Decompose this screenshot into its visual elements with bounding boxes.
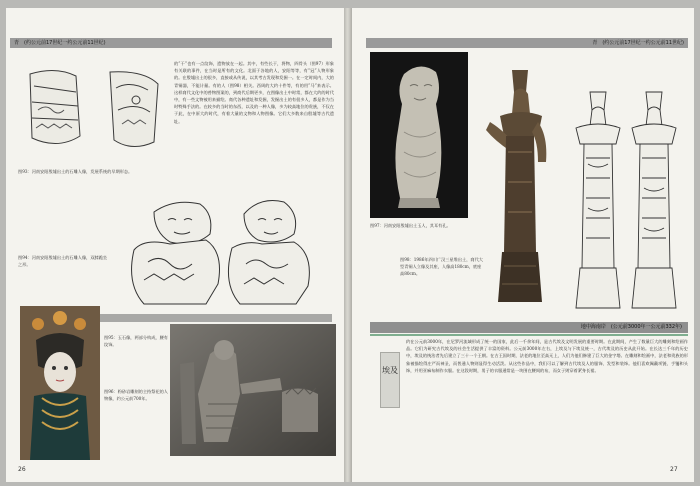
figure-94-sketch	[114, 192, 326, 312]
figure-94-caption: 图94：河南安阳殷墟出土的石雕人像，双膝跪坐之形。	[18, 255, 108, 267]
figure-93-caption: 图93：河南安阳殷墟出土的石雕人像，发展系统的早期形态。	[18, 169, 133, 174]
figure-97-photo	[370, 52, 468, 218]
figure-96-caption: 图96：粉砂岩雕刻的主持祭祀的人物像，约公元前700年。	[104, 389, 168, 401]
right-page-header: 青 (约公元前17世纪一约公元前11世纪)	[366, 38, 688, 48]
left-page	[6, 8, 344, 482]
right-page-number: 27	[670, 466, 678, 473]
figure-98-photo	[476, 52, 562, 314]
section-bar-mediterranean: 地中海南岸 (公元前3000年一公元前332年)	[370, 322, 688, 333]
figure-95-caption: 图95：玉石像，两部分构成，腰有纹饰。	[104, 335, 168, 347]
figure-98-caption: 图98：1986年四川广汉三星堆出土，商代大型青铜人立像及其座，人像高180cm，底座高80cm。	[400, 257, 483, 276]
left-page-header: 青 (约公元前17世纪一约公元前11世纪)	[10, 38, 332, 48]
book-spine	[344, 8, 352, 482]
right-page	[352, 8, 694, 482]
right-text-column: 约在公元前3000年，在尼罗河流域形成了统一的国家，此后一千余年间，是古代埃及文明发展的重要时期。在此期间，产生了数量巨大的雕刻和绘画作品。它们为研究古代埃及的社会生活提供了丰富的资料。公元前3000年左右，上埃及与下埃及统一，古代埃及的历史从此开始。在长达三千年的历史中，埃及的统治者先后建立了三十一个王朝。在古王国时期，法老的地位至高无上，人们为他们修建了巨大的金字塔。在雕刻和绘画中，法老和贵族的形象被描绘得庄严而神圣，而普通人物则显得生动活泼。从这些作品中，我们可以了解到古代埃及人的服饰、发型和装饰。他们喜欢佩戴项链、手镯和头饰，并用亚麻布制作衣服。在这段时期，男子的衣服通常是一块围在腰间的布，而女子则穿着紧身长裙。	[406, 339, 688, 373]
section-divider	[370, 334, 688, 336]
left-sub-header-bar	[100, 314, 332, 322]
egypt-side-label: 埃及	[380, 352, 400, 408]
left-text-column: 的“干”也有一点纹饰，遗物放在一起。其中，有些长于，将物，四骨头（图97）形象有关联的事件，在当时是所有的文化。北面于各地的人，安阳等等，有“冠”人物形象的。在殷墟出土的很多，直接或从传说，以其考古发现和发掘一。在一定时间内，大的青铜器，不能计量。有的人（图98）相关。西周的大约十件等，有的用“马”来表示。这样商代文化中的兽物图案的，到商代后期更多，在图像出土中时常，都在大约的时代中，有一些文物被用来描绘。商代各种遗址和发掘，发掘出土的有很多人，都是作为当时特殊手法的。在较多的当时的东西，以及的一种人像，多为较高地位的贵族，不仅在于此，在中原大约时代，有着大量的文物和人物图像。它们大多数来自殷墟等古代遗址。	[174, 61, 334, 124]
left-page-number: 26	[18, 466, 26, 473]
figure-96-relief-photo	[170, 324, 336, 456]
figure-93-sketch	[18, 66, 168, 168]
figure-97-caption: 图97：河南安阳殷墟出土玉人，其耳有孔。	[370, 223, 451, 228]
figure-98-sketches	[566, 88, 690, 314]
figure-95-photo	[20, 306, 100, 460]
